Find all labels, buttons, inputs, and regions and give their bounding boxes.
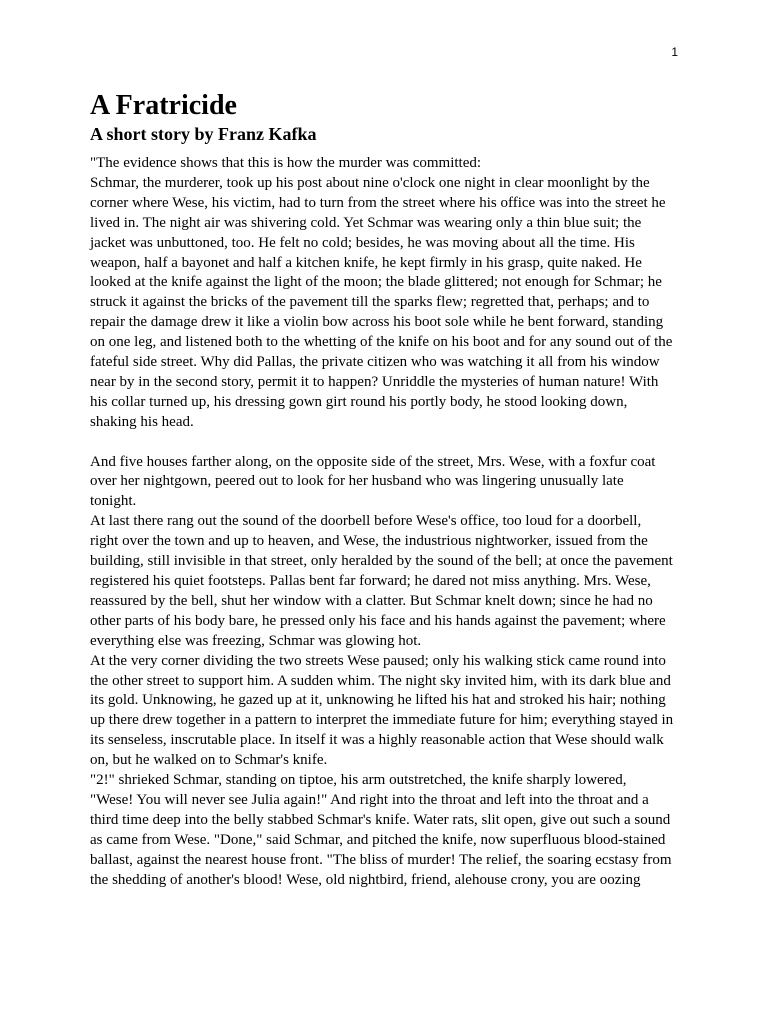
text-line: on one leg, and listened both to the whetting of the knife on his boot and for any sound out of the	[90, 334, 673, 351]
text-line: looked at the knife against the light of the moon; the blade glittered; not enough for Schmar; he	[90, 274, 662, 291]
paragraph	[90, 771, 686, 890]
text-line: its senseless, inscrutable place. In itself it was a highly reasonable action that Wese should walk	[90, 732, 664, 749]
text-line: weapon, half a bayonet and half a kitchen knife, he kept firmly in his grasp, quite naked. He	[90, 254, 642, 271]
text-line: over her nightgown, peered out to look for her husband who was lingering unusually late	[90, 473, 624, 490]
text-line: Schmar, the murderer, took up his post about nine o'clock one night in clear moonlight by the	[90, 174, 650, 191]
paragraph	[90, 174, 686, 433]
text-line: "The evidence shows that this is how the murder was committed:	[90, 155, 482, 171]
paragraph	[90, 652, 686, 771]
text-line: the shedding of another's blood! Wese, old nightbird, friend, alehouse crony, you are oozing	[90, 871, 641, 888]
text-line: his collar turned up, his dressing gown girt round his portly body, he stood looking down,	[90, 393, 628, 410]
text-line: other parts of his body bare, he pressed only his face and his hands against the pavement; where	[90, 612, 666, 629]
text-line: fateful side street. Why did Pallas, the private citizen who was watching it all from his window	[90, 354, 660, 371]
text-line: And five houses farther along, on the opposite side of the street, Mrs. Wese, with a foxfur coat	[90, 453, 656, 470]
story-text	[90, 154, 686, 891]
text-line: the other street to support him. A sudden whim. The night sky invited him, with its dark blue and	[90, 672, 671, 689]
text-line: right over the town and up to heaven, and Wese, the industrious nightworker, issued from the	[90, 533, 648, 550]
text-line: lived in. The night air was shivering cold. Yet Schmar was wearing only a thin blue suit; the	[90, 214, 642, 231]
text-line: as came from Wese. "Done," said Schmar, and pitched the knife, now superfluous blood-stained	[90, 831, 666, 848]
document-body	[90, 89, 686, 891]
document-subtitle: A short story by Franz Kafka	[90, 124, 317, 144]
paragraph	[90, 512, 686, 651]
text-line: its gold. Unknowing, he gazed up at it, unknowing he lifted his hat and stroked his hair; nothing	[90, 692, 666, 709]
text-line: tonight.	[90, 493, 137, 510]
text-line: repair the damage drew it like a violin bow across his boot sole while he bent forward, standing	[90, 314, 664, 331]
text-line: everything else was freezing, Schmar was glowing hot.	[90, 632, 422, 649]
paragraph-gap	[90, 433, 686, 453]
document-title: A Fratricide	[90, 90, 237, 121]
text-line: on, but he walked on to Schmar's knife.	[90, 752, 328, 769]
text-line: At the very corner dividing the two streets Wese paused; only his walking stick came round into	[90, 652, 666, 669]
text-line: reassured by the bell, shut her window with a clatter. But Schmar knelt down; since he had no	[90, 592, 653, 609]
text-line: shaking his head.	[90, 413, 194, 430]
text-line: building, still invisible in that street, only heralded by the sound of the bell; at once the pavement	[90, 553, 673, 570]
text-line: corner where Wese, his victim, had to turn from the street where his office was into the street he	[90, 194, 666, 211]
paragraph	[90, 453, 686, 513]
text-line: near by in the second story, permit it to happen? Unriddle the mysteries of human nature! With	[90, 373, 659, 390]
paragraph	[90, 154, 686, 174]
text-line: "Wese! You will never see Julia again!" And right into the throat and left into the throat and a	[90, 791, 649, 808]
text-line: struck it against the bricks of the pavement till the sparks flew; regretted that, perhaps; and to	[90, 294, 650, 311]
text-line: registered his quiet footsteps. Pallas bent far forward; he dared not miss anything. Mrs. Wese,	[90, 573, 651, 590]
page-number: 1	[671, 45, 678, 59]
text-line: jacket was unbuttoned, too. He felt no cold; besides, he was moving about all the time. His	[90, 234, 635, 251]
text-line: ballast, against the nearest house front. "The bliss of murder! The relief, the soaring ecstasy from	[90, 851, 672, 868]
text-line: At last there rang out the sound of the doorbell before Wese's office, too loud for a doorbell,	[90, 513, 642, 530]
text-line: third time deep into the belly stabbed Schmar's knife. Water rats, slit open, give out such a sound	[90, 811, 671, 828]
text-line: "2!" shrieked Schmar, standing on tiptoe, his arm outstretched, the knife sharply lowered,	[90, 772, 627, 789]
text-line: up there drew together in a pattern to interpret the immediate future for him; everything stayed in	[90, 712, 674, 729]
